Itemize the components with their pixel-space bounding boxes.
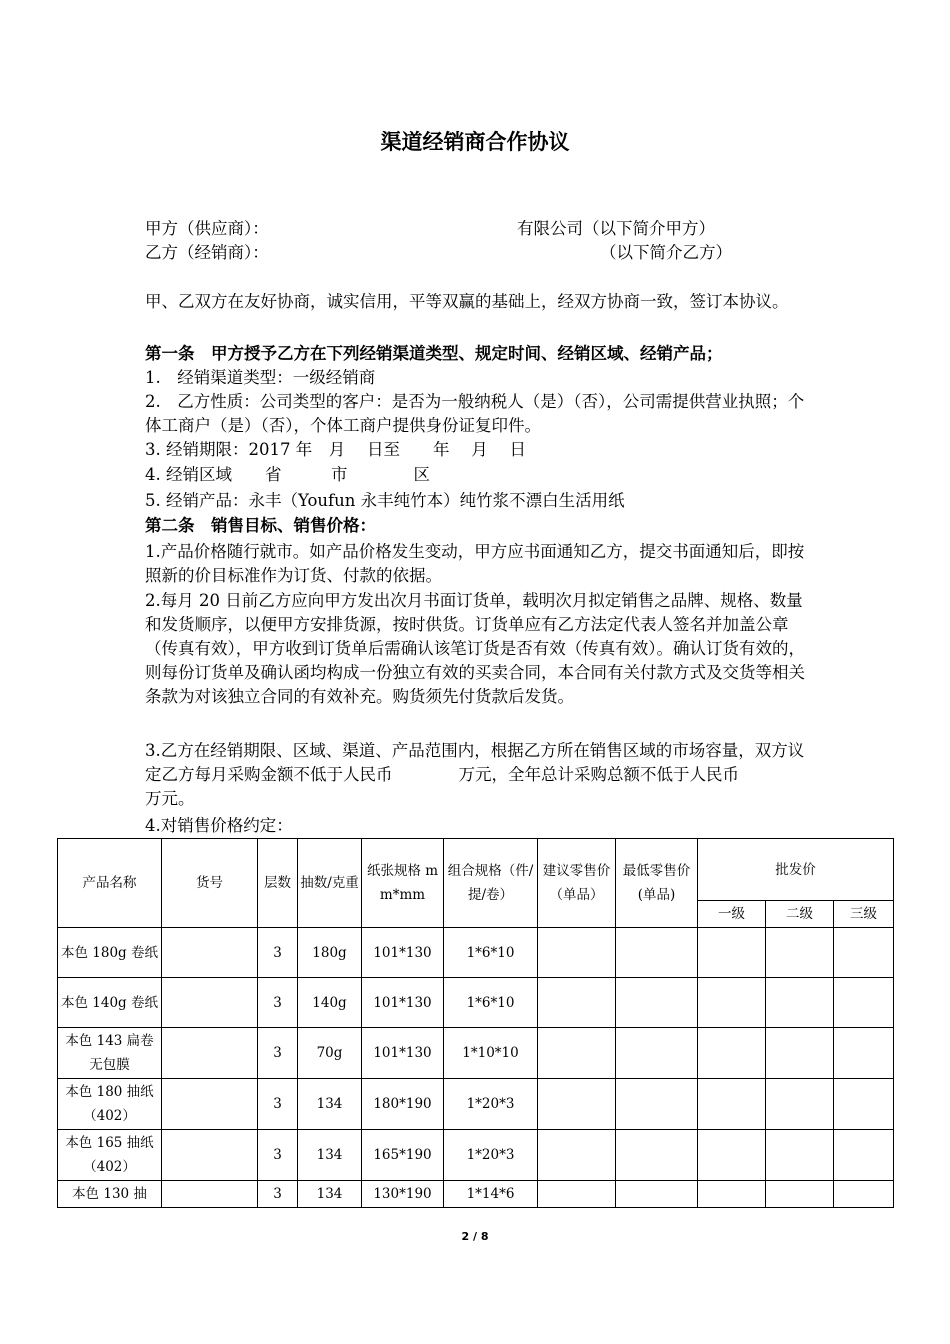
cell-level1 xyxy=(698,1079,766,1130)
party-a-suffix: 有限公司（以下简介甲方） xyxy=(517,219,715,238)
cell-size: 165*190 xyxy=(362,1130,444,1181)
document-title: 渠道经销商合作协议 xyxy=(380,130,570,154)
cell-retail xyxy=(538,1028,616,1079)
cell-layers: 3 xyxy=(258,978,298,1028)
header-name: 产品名称 xyxy=(58,839,162,928)
table-row xyxy=(58,1079,894,1130)
cell-min-retail xyxy=(616,1130,698,1181)
cell-sheets: 134 xyxy=(298,1079,362,1130)
cell-layers: 3 xyxy=(258,1181,298,1208)
cell-retail xyxy=(538,978,616,1028)
cell-retail xyxy=(538,1079,616,1130)
party-a-label: 甲方（供应商）： xyxy=(145,219,269,238)
cell-layers: 3 xyxy=(258,928,298,978)
party-b-suffix: （以下简介乙方） xyxy=(600,243,732,262)
header-pack: 组合规格（件/提/卷） xyxy=(444,839,538,928)
cell-pack: 1*20*3 xyxy=(444,1130,538,1181)
cell-min-retail xyxy=(616,1181,698,1208)
header-sheets: 抽数/克重 xyxy=(298,839,362,928)
cell-name: 本色 180g 卷纸 xyxy=(58,928,162,978)
cell-size: 101*130 xyxy=(362,978,444,1028)
cell-code xyxy=(162,1130,258,1181)
party-b-label: 乙方（经销商）： xyxy=(145,243,269,262)
article2-paragraph2: 2.每月 20 日前乙方应向甲方发出次月书面订货单，载明次月拟定销售之品牌、规格、数量和发货顺序，以便甲方安排货源，按时供货。订货单应有乙方法定代表人签名并加盖公章（传真有效），甲方收到订货单后需确认该笔订货是否有效（传真有效）。确认订货有效的，则每份订货单及确认函均构成一份独立有效的买卖合同，本合同有关付款方式及交货等相关条款为对该独立合同的有效补充。购货须先付货款后发货。 xyxy=(145,591,805,706)
table-header-row xyxy=(58,839,894,901)
cell-code xyxy=(162,1181,258,1208)
cell-name: 本色 180 抽纸（402） xyxy=(58,1079,162,1130)
cell-retail xyxy=(538,928,616,978)
header-level3: 三级 xyxy=(834,901,894,928)
cell-level3 xyxy=(834,1028,894,1079)
cell-size: 101*130 xyxy=(362,928,444,978)
cell-pack: 1*14*6 xyxy=(444,1181,538,1208)
cell-sheets: 134 xyxy=(298,1181,362,1208)
table-row xyxy=(58,1028,894,1079)
cell-min-retail xyxy=(616,1028,698,1079)
cell-level2 xyxy=(766,1181,834,1208)
header-size: 纸张规格 mm*mm xyxy=(362,839,444,928)
cell-level3 xyxy=(834,978,894,1028)
cell-min-retail xyxy=(616,928,698,978)
cell-retail xyxy=(538,1130,616,1181)
cell-sheets: 134 xyxy=(298,1130,362,1181)
cell-layers: 3 xyxy=(258,1079,298,1130)
cell-size: 101*130 xyxy=(362,1028,444,1079)
cell-level2 xyxy=(766,1079,834,1130)
article2-heading: 第二条 销售目标、销售价格： xyxy=(145,516,376,535)
cell-level1 xyxy=(698,928,766,978)
article2-paragraph3: 3.乙方在经销期限、区域、渠道、产品范围内，根据乙方所在销售区域的市场容量，双方议定乙方每月采购金额不低于人民币 万元，全年总计采购总额不低于人民币 万元。 xyxy=(145,741,838,808)
cell-pack: 1*6*10 xyxy=(444,978,538,1028)
cell-level3 xyxy=(834,1181,894,1208)
article1-item3: 3. 经销期限：2017 年 月 日至 年 月 日 xyxy=(145,440,526,459)
cell-name: 本色 140g 卷纸 xyxy=(58,978,162,1028)
cell-sheets: 140g xyxy=(298,978,362,1028)
cell-pack: 1*6*10 xyxy=(444,928,538,978)
header-level2: 二级 xyxy=(766,901,834,928)
article1-item5: 5. 经销产品：永丰（Youfun 永丰纯竹本）纯竹浆不漂白生活用纸 xyxy=(145,491,625,510)
cell-name: 本色 165 抽纸（402） xyxy=(58,1130,162,1181)
header-level1: 一级 xyxy=(698,901,766,928)
cell-level2 xyxy=(766,928,834,978)
header-retail: 建议零售价（单品） xyxy=(538,839,616,928)
party-a-line xyxy=(145,217,810,241)
cell-level2 xyxy=(766,1130,834,1181)
cell-level1 xyxy=(698,1181,766,1208)
cell-min-retail xyxy=(616,978,698,1028)
party-b-line xyxy=(145,241,810,265)
header-layers: 层数 xyxy=(258,839,298,928)
article1-item2: 2. 乙方性质：公司类型的客户：是否为一般纳税人（是）（否），公司需提供营业执照；个体工商户（是）（否），个体工商户提供身份证复印件。 xyxy=(145,392,805,435)
header-wholesale: 批发价 xyxy=(698,839,894,901)
header-min-retail: 最低零售价(单品) xyxy=(616,839,698,928)
cell-level2 xyxy=(766,978,834,1028)
page-number: 2 / 8 xyxy=(461,1230,489,1243)
header-code: 货号 xyxy=(162,839,258,928)
table-row xyxy=(58,1181,894,1208)
intro-paragraph: 甲、乙双方在友好协商，诚实信用，平等双赢的基础上，经双方协商一致，签订本协议。 xyxy=(145,292,789,311)
cell-code xyxy=(162,928,258,978)
article2-paragraph1: 1.产品价格随行就市。如产品价格发生变动，甲方应书面通知乙方，提交书面通知后，即按照新的价目标准作为订货、付款的依据。 xyxy=(145,542,805,585)
cell-sheets: 180g xyxy=(298,928,362,978)
article1-heading: 第一条 甲方授予乙方在下列经销渠道类型、规定时间、经销区域、经销产品； xyxy=(145,344,723,363)
cell-layers: 3 xyxy=(258,1130,298,1181)
cell-size: 130*190 xyxy=(362,1181,444,1208)
cell-name: 本色 130 抽 xyxy=(58,1181,162,1208)
cell-level3 xyxy=(834,928,894,978)
cell-level3 xyxy=(834,1079,894,1130)
table-row xyxy=(58,1130,894,1181)
table-row xyxy=(58,928,894,978)
cell-code xyxy=(162,978,258,1028)
article1-item1: 1. 经销渠道类型：一级经销商 xyxy=(145,368,376,387)
cell-code xyxy=(162,1028,258,1079)
price-table xyxy=(57,838,894,1208)
cell-min-retail xyxy=(616,1079,698,1130)
cell-code xyxy=(162,1079,258,1130)
table-row xyxy=(58,978,894,1028)
article1-item4: 4. 经销区域 省 市 区 xyxy=(145,465,430,484)
cell-level1 xyxy=(698,978,766,1028)
cell-level1 xyxy=(698,1130,766,1181)
cell-pack: 1*10*10 xyxy=(444,1028,538,1079)
cell-layers: 3 xyxy=(258,1028,298,1079)
cell-sheets: 70g xyxy=(298,1028,362,1079)
cell-pack: 1*20*3 xyxy=(444,1079,538,1130)
cell-retail xyxy=(538,1181,616,1208)
cell-size: 180*190 xyxy=(362,1079,444,1130)
cell-level3 xyxy=(834,1130,894,1181)
article2-paragraph4: 4.对销售价格约定： xyxy=(145,816,293,835)
cell-level2 xyxy=(766,1028,834,1079)
cell-level1 xyxy=(698,1028,766,1079)
cell-name: 本色 143 扁卷无包膜 xyxy=(58,1028,162,1079)
